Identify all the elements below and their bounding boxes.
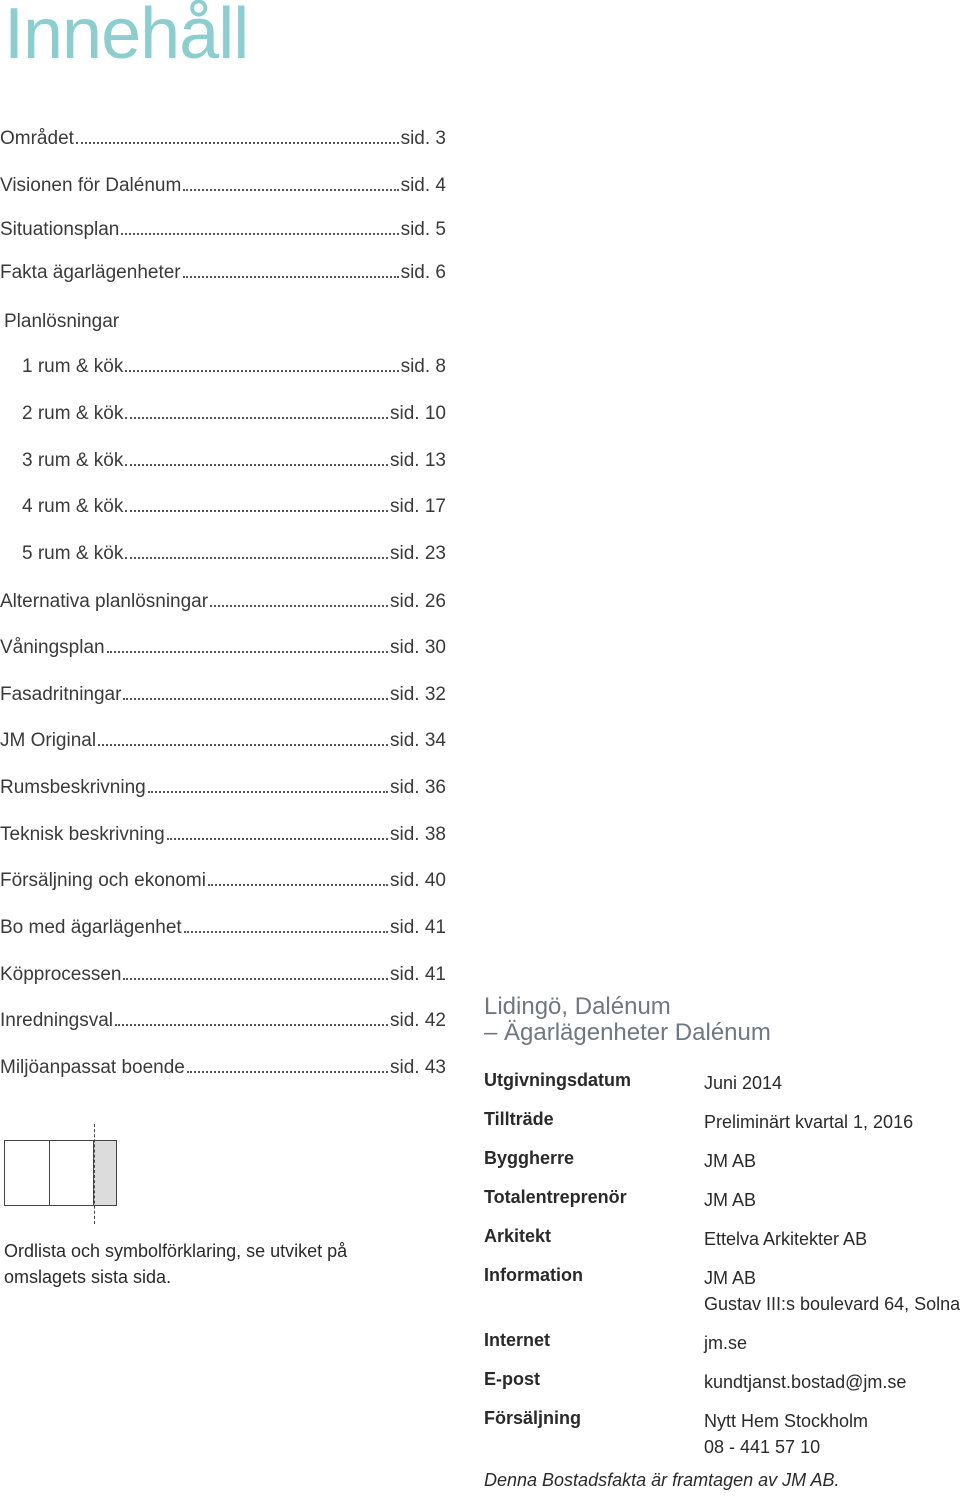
toc-item-page: sid. 8 bbox=[400, 356, 446, 377]
info-value-line2: Gustav III:s boulevard 64, Solna bbox=[704, 1294, 960, 1314]
toc-item-page: sid. 36 bbox=[390, 777, 446, 798]
toc-item-label: Köpprocessen bbox=[0, 964, 122, 985]
toc-item-page: sid. 6 bbox=[400, 262, 446, 283]
toc-item-page: sid. 38 bbox=[390, 824, 446, 845]
toc-item-label: 3 rum & kök bbox=[22, 450, 124, 471]
toc-leader-dots bbox=[76, 141, 399, 144]
toc-item-label: Inredningsval bbox=[0, 1010, 114, 1031]
toc-leader-dots bbox=[107, 650, 388, 653]
toc-item-label: 1 rum & kök bbox=[22, 356, 124, 377]
toc-item-label: Teknisk beskrivning bbox=[0, 824, 165, 845]
toc-item[interactable] bbox=[0, 637, 446, 667]
toc-subitem[interactable] bbox=[22, 403, 446, 433]
foldout-panel bbox=[4, 1140, 50, 1206]
toc-item-page: sid. 26 bbox=[390, 591, 446, 612]
toc-item-page: sid. 41 bbox=[390, 964, 446, 985]
info-value: JM AB bbox=[704, 1151, 757, 1171]
toc-item-page: sid. 17 bbox=[390, 496, 446, 517]
foldout-panel bbox=[49, 1140, 94, 1206]
toc-item-label: Området bbox=[0, 128, 74, 149]
toc-item-label: Försäljning och ekonomi bbox=[0, 870, 206, 891]
toc-item-page: sid. 34 bbox=[390, 730, 446, 751]
page-title: Innehåll bbox=[4, 0, 249, 74]
toc-leader-dots bbox=[121, 232, 398, 235]
foldout-diagram bbox=[4, 1140, 118, 1206]
toc-item[interactable] bbox=[0, 1057, 446, 1087]
toc-section-heading: Planlösningar bbox=[4, 311, 120, 332]
info-value-line1: JM AB bbox=[704, 1268, 757, 1288]
toc-item[interactable] bbox=[0, 684, 446, 714]
toc-leader-dots bbox=[98, 743, 388, 746]
toc-item-label: Alternativa planlösningar bbox=[0, 591, 209, 612]
toc-item-page: sid. 5 bbox=[400, 219, 446, 240]
info-key: Försäljning bbox=[484, 1408, 582, 1428]
info-key: Information bbox=[484, 1265, 583, 1285]
info-value bbox=[704, 1408, 868, 1460]
toc-item-label: Bo med ägarlägenhet bbox=[0, 917, 182, 938]
toc-leader-dots bbox=[167, 837, 388, 840]
project-heading-line1: Lidingö, Dalénum bbox=[484, 993, 671, 1020]
project-heading-line2: – Ägarlägenheter Dalénum bbox=[484, 1019, 771, 1046]
info-key: Arkitekt bbox=[484, 1226, 552, 1246]
toc-item-page: sid. 23 bbox=[390, 543, 446, 564]
toc-item-page: sid. 30 bbox=[390, 637, 446, 658]
toc-item-label: Situationsplan bbox=[0, 219, 120, 240]
toc-leader-dots bbox=[125, 369, 398, 372]
footnote: Denna Bostadsfakta är framtagen av JM AB. bbox=[484, 1470, 840, 1490]
toc-item-page: sid. 4 bbox=[400, 175, 446, 196]
toc-item-page: sid. 43 bbox=[390, 1057, 446, 1078]
toc-leader-dots bbox=[125, 463, 388, 466]
toc-item[interactable] bbox=[0, 870, 446, 900]
toc-item[interactable] bbox=[0, 730, 446, 760]
toc-leader-dots bbox=[125, 509, 388, 512]
info-value-email[interactable]: kundtjanst.bostad@jm.se bbox=[704, 1372, 907, 1392]
toc-item[interactable] bbox=[0, 219, 446, 249]
info-value: Ettelva Arkitekter AB bbox=[704, 1229, 868, 1249]
info-value-line1: Nytt Hem Stockholm bbox=[704, 1411, 869, 1431]
toc-item-label: Visionen för Dalénum bbox=[0, 175, 182, 196]
toc-item-label: 2 rum & kök bbox=[22, 403, 124, 424]
toc-leader-dots bbox=[123, 977, 388, 980]
toc-item-page: sid. 41 bbox=[390, 917, 446, 938]
toc-leader-dots bbox=[187, 1070, 388, 1073]
toc-item[interactable] bbox=[0, 824, 446, 854]
toc-leader-dots bbox=[208, 883, 388, 886]
foldout-panel-shaded bbox=[94, 1140, 117, 1206]
toc-item[interactable] bbox=[0, 917, 446, 947]
toc-leader-dots bbox=[210, 604, 388, 607]
toc-item[interactable] bbox=[0, 591, 446, 621]
info-value-link[interactable]: jm.se bbox=[704, 1333, 748, 1353]
glossary-note: Ordlista och symbolförklaring, se utviket på omslagets sista sida. bbox=[4, 1241, 348, 1287]
toc-leader-dots bbox=[184, 930, 388, 933]
toc-item[interactable] bbox=[0, 777, 446, 807]
toc-item-page: sid. 42 bbox=[390, 1010, 446, 1031]
toc-item-page: sid. 3 bbox=[400, 128, 446, 149]
info-key: E-post bbox=[484, 1369, 540, 1389]
toc-item-page: sid. 40 bbox=[390, 870, 446, 891]
fold-line bbox=[94, 1124, 95, 1224]
info-key: Byggherre bbox=[484, 1148, 575, 1168]
info-value: Juni 2014 bbox=[704, 1073, 783, 1093]
toc-item-label: 4 rum & kök bbox=[22, 496, 124, 517]
toc-subitem[interactable] bbox=[22, 543, 446, 573]
toc-leader-dots bbox=[148, 790, 388, 793]
toc-item-label: Fakta ägarlägenheter bbox=[0, 262, 181, 283]
toc-item[interactable] bbox=[0, 128, 446, 158]
toc-subitem[interactable] bbox=[22, 450, 446, 480]
info-value: Preliminärt kvartal 1, 2016 bbox=[704, 1112, 914, 1132]
info-value-line2: 08 - 441 57 10 bbox=[704, 1437, 821, 1457]
toc-subitem[interactable] bbox=[22, 496, 446, 526]
toc-subitem[interactable] bbox=[22, 356, 446, 386]
info-key: Utgivningsdatum bbox=[484, 1070, 631, 1090]
toc-item-label: Miljöanpassat boende bbox=[0, 1057, 185, 1078]
toc-item-label: 5 rum & kök bbox=[22, 543, 124, 564]
info-key: Totalentreprenör bbox=[484, 1187, 627, 1207]
toc-item-label: Fasadritningar bbox=[0, 684, 122, 705]
toc-item-page: sid. 10 bbox=[390, 403, 446, 424]
toc-item[interactable] bbox=[0, 964, 446, 994]
toc-leader-dots bbox=[115, 1023, 388, 1026]
toc-item-page: sid. 32 bbox=[390, 684, 446, 705]
toc-leader-dots bbox=[123, 697, 388, 700]
toc-item-label: JM Original bbox=[0, 730, 97, 751]
toc-item[interactable] bbox=[0, 1010, 446, 1040]
toc-leader-dots bbox=[183, 275, 399, 278]
info-value: JM AB bbox=[704, 1190, 757, 1210]
toc-leader-dots bbox=[125, 416, 388, 419]
project-heading bbox=[484, 994, 771, 1046]
toc-leader-dots bbox=[183, 188, 398, 191]
toc-item[interactable] bbox=[0, 175, 446, 205]
info-key: Tillträde bbox=[484, 1109, 554, 1129]
info-key: Internet bbox=[484, 1330, 551, 1350]
toc-item[interactable] bbox=[0, 262, 446, 292]
info-value bbox=[704, 1265, 960, 1317]
toc-item-label: Våningsplan bbox=[0, 637, 105, 658]
toc-item-page: sid. 13 bbox=[390, 450, 446, 471]
toc-leader-dots bbox=[125, 556, 388, 559]
toc-item-label: Rumsbeskrivning bbox=[0, 777, 146, 798]
